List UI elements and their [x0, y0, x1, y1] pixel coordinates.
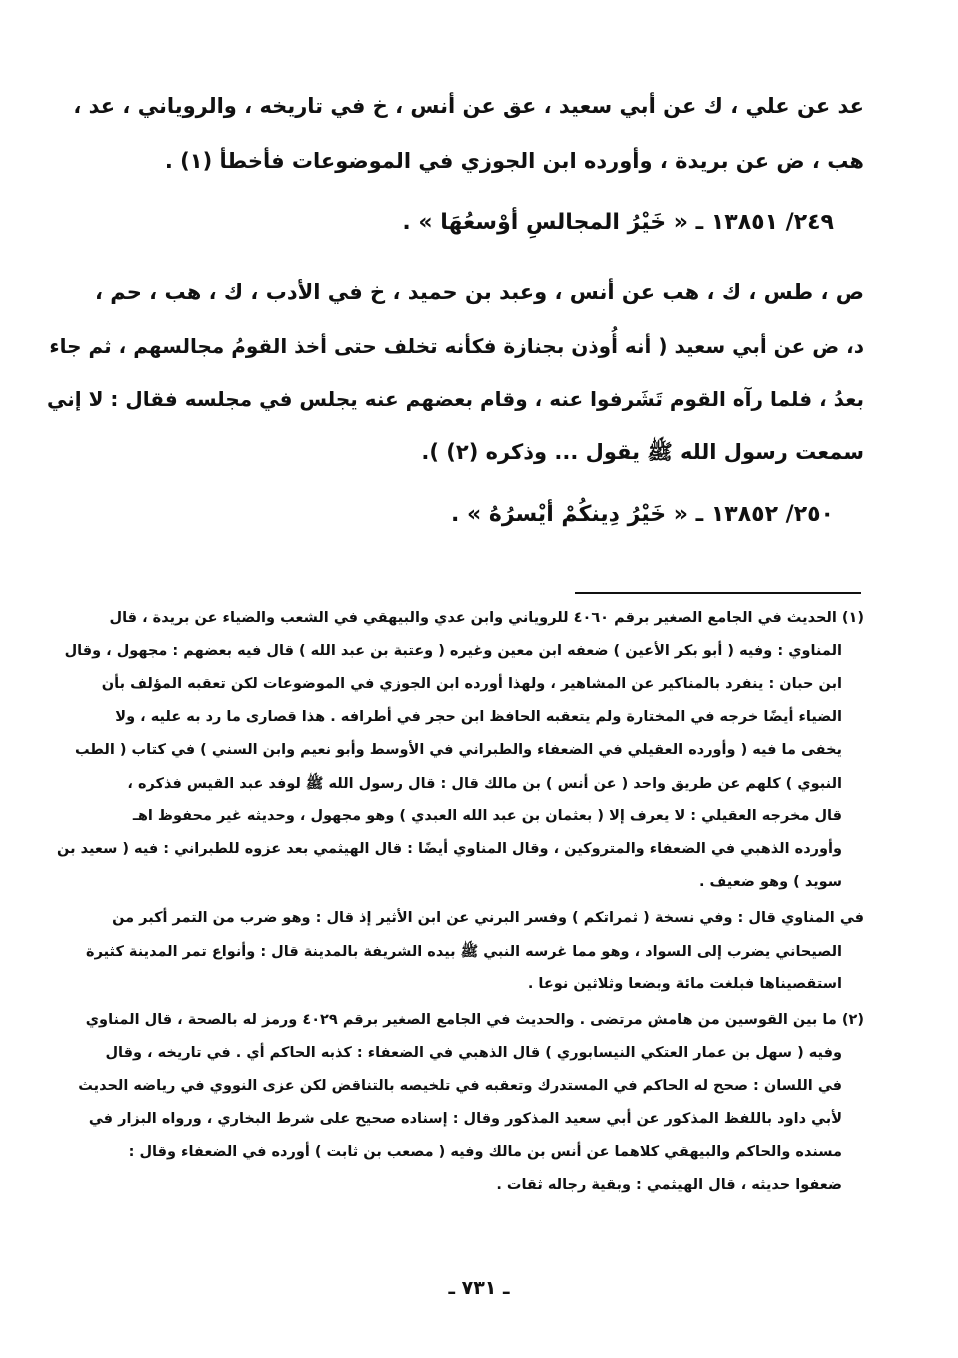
footnote-line: الضياء أيضًا خرجه في المختارة ولم يتعقبه الحافظ ابن حجر في أطرافه . هذا قصارى ما رد به عليه ، ولا — [115, 709, 842, 725]
footnote-divider — [575, 592, 861, 594]
footnote-line: ابن حبان : ينفرد بالمناكير عن المشاهير ، ولهذا أورده ابن الجوزي في الموضوعات لكن تعقبه المؤلف بأن — [101, 676, 842, 692]
main-line: بعدُ ، فلما رآه القوم تَشَرفوا عنه ، وقام بعضهم عنه يجلس في مجلسه فقال : لا إني — [47, 387, 864, 411]
footnote-line: استقصيناها فبلغت مائة وبضعا وثلاثين نوعا . — [527, 976, 842, 992]
footnote-line: (١) الحديث في الجامع الصغير برقم ٤٠٦٠ للروياني وابن عدي والبيهقي في الشعب والضياء عن بريدة ، قال — [109, 610, 864, 626]
main-line: هب ، ض عن بريدة ، وأورده ابن الجوزي في الموضوعات فأخطأ (١) . — [164, 149, 864, 173]
footnote-line: (٢) ما بين القوسين من هامش مرتضى . والحديث في الجامع الصغير برقم ٤٠٢٩ ورمز له بالصحة ، قال المناوي — [85, 1012, 864, 1028]
footnote-line: الصيحاني يضرب إلى السواد ، وهو مما غرسه النبي ﷺ بيده الشريفة بالمدينة قال : وأنواع تمر المدينة كثيرة — [86, 944, 842, 960]
hadith-heading: ٢٤٩/ ١٣٨٥١ ـ « خَيْرُ المجالسِ أوْسعُهَا » . — [402, 210, 834, 235]
footnote-line: قال مخرجه العقيلي : لا يعرف إلا ( بعثمان بن عبد الله العبدي ) وهو مجهول ، وحديثه غير محفوظ اهـ — [132, 808, 842, 824]
footnote-line: سويد ) وهو ضعيف . — [698, 874, 842, 890]
main-line: د، ض عن أبي سعيد ( أنه أُوذن بجنازة فكأنه تخلف حتى أخذ القومُ مجالسهم ، ثم جاء — [49, 334, 864, 358]
footnote-line: يخفى ما فيه ( وأورده العقيلي في الضعفاء والطبراني في الأوسط وأبو نعيم وابن السني ) في كتاب ( الطب — [74, 742, 842, 758]
page-number: ـ ٧٣١ ـ — [448, 1277, 510, 1299]
footnote-line: وأورده الذهبي في الضعفاء والمتروكين ، وقال المناوي أيضًا : قال الهيثمي بعد عزوه للطبراني : فيه ( سعيد بن — [57, 841, 842, 857]
footnote-line: مسنده والحاكم والبيهقي كلاهما عن أنس بن مالك وفيه ( مصعب بن ثابت ) أورده في الضعفاء وقال : — [128, 1144, 842, 1160]
main-line: ص ، طس ، ك ، هب عن أنس ، وعبد بن حميد ، خ في الأدب ، ك ، هب ، حم ، — [94, 280, 864, 304]
hadith-heading: ٢٥٠/ ١٣٨٥٢ ـ « خَيْرُ دِينكُمْ أيْسرُهُ » . — [450, 502, 834, 527]
footnote-line: في اللسان : صحح له الحاكم في المستدرك وتعقبه في تلخيصه بالتناقض لكن عزى النووي في رياضه الحديث — [78, 1078, 842, 1094]
main-line: سمعت رسول الله ﷺ يقول ... وذكره (٢) ). — [421, 440, 864, 464]
footnote-line: لأبي داود باللفظ المذكور عن أبي سعيد المذكور وقال : إسناده صحيح على شرط البخاري ، ورواه البزار في — [88, 1111, 842, 1127]
main-line: عد عن علي ، ك عن أبي سعيد ، عق عن أنس ، خ في تاريخه ، والروياني ، عد ، — [73, 94, 864, 118]
footnote-line: المناوي : وفيه ( أبو بكر الأعين ) ضعفه ابن معين وغيره ( وعتبة بن عبد الله ) قال فيه بعضهم : مجهول ، وقال — [64, 643, 842, 659]
footnote-line: وفيه ( سهل بن عمار العتكي النيسابوري ) قال الذهبي في الضعفاء : كذبه الحاكم أي . في تاريخه ، وقال — [105, 1045, 842, 1061]
footnote-line: النبوي ) كلهم عن طريق واحد ( عن أنس ) بن مالك قال : قال رسول الله ﷺ لوفد عبد القيس فذكره ، — [127, 776, 842, 792]
footnote-line: في المناوي قال : وفي نسخة ( ثمراتكم ) وفسر البرني عن ابن الأثير إذ قال : وهو ضرب من التمر أكبر من — [112, 910, 864, 926]
footnote-line: ضعفوا حديثه ، قال الهيثمي : وبقية رجاله ثقات . — [496, 1177, 842, 1193]
